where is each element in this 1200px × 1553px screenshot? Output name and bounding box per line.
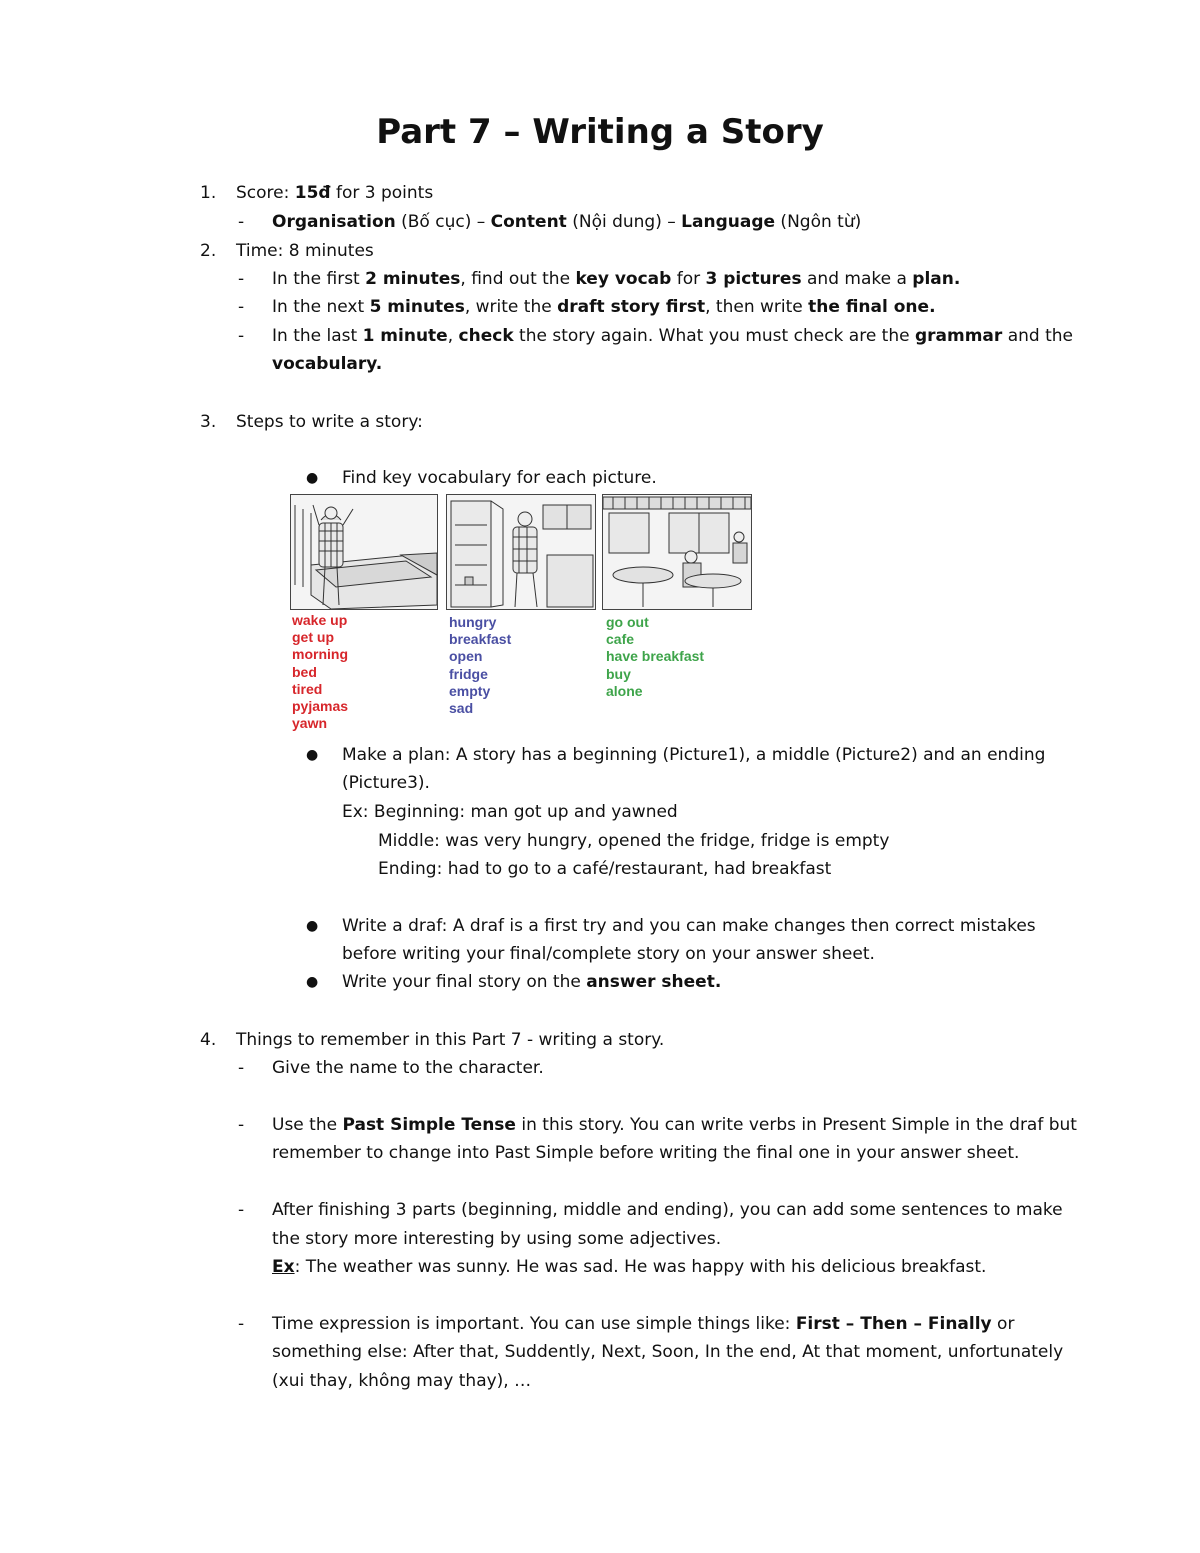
plan-example-beginning: Ex: Beginning: man got up and yawned — [342, 802, 678, 822]
vocab-word: breakfast — [449, 631, 512, 648]
plan-example-ending: Ending: had to go to a café/restaurant, had breakfast — [378, 859, 832, 879]
bullet-icon: ● — [306, 918, 319, 934]
vocab-word: tired — [292, 680, 323, 697]
list-dash: - — [238, 1314, 245, 1334]
picture-man-waking-up — [290, 494, 438, 610]
bullet-icon: ● — [306, 747, 319, 763]
list-dash: - — [238, 1058, 245, 1078]
step-draft: Write a draf: A draf is a first try and you can make changes then correct mistakes — [342, 916, 1036, 936]
vocab-word: have breakfast — [606, 648, 705, 665]
remember-time-expression-cont: something else: After that, Suddently, Next, Soon, In the end, At that moment, unfortunately — [272, 1342, 1064, 1362]
list-dash: - — [238, 269, 245, 289]
vocab-word: pyjamas — [292, 698, 349, 715]
kitchen-illustration — [447, 495, 595, 609]
remember-time-expression-vi: (xui thay, không may thay), … — [272, 1371, 532, 1391]
vocab-word: open — [449, 648, 483, 665]
remember-name-character: Give the name to the character. — [272, 1058, 544, 1078]
remember-past-simple: Use the Past Simple Tense in this story. You can write verbs in Present Simple in the draf but — [272, 1115, 1077, 1135]
vocab-word: cafe — [606, 631, 635, 648]
list-number: 1. — [200, 183, 217, 203]
score-line: Score: 15đ for 3 points — [236, 183, 434, 203]
vocab-word: bed — [292, 663, 317, 680]
remember-adjectives: After finishing 3 parts (beginning, middle and ending), you can add some sentences to make — [272, 1200, 1063, 1220]
vocab-word: morning — [292, 646, 348, 663]
time-step-3-cont: vocabulary. — [272, 354, 383, 374]
remember-past-simple-cont: remember to change into Past Simple before writing the final one in your answer sheet. — [272, 1143, 1020, 1163]
time-step-2: In the next 5 minutes, write the draft story first, then write the final one. — [272, 297, 936, 317]
list-number: 4. — [200, 1030, 217, 1050]
vocab-word: yawn — [292, 715, 328, 732]
cafe-illustration — [603, 495, 751, 609]
bullet-icon: ● — [306, 470, 319, 486]
vocab-word: buy — [606, 665, 631, 682]
vocab-list-picture2 — [449, 614, 511, 717]
list-number: 3. — [200, 412, 217, 432]
picture-empty-fridge — [446, 494, 596, 610]
list-number: 2. — [200, 241, 217, 261]
picture-cafe-breakfast — [602, 494, 752, 610]
vocab-word: fridge — [449, 665, 488, 682]
remember-adjectives-cont: the story more interesting by using some adjectives. — [272, 1229, 722, 1249]
list-dash: - — [238, 1115, 245, 1135]
list-dash: - — [238, 297, 245, 317]
remember-heading: Things to remember in this Part 7 - writing a story. — [236, 1030, 665, 1050]
steps-heading: Steps to write a story: — [236, 412, 423, 432]
vocab-word: wake up — [292, 612, 348, 628]
vocab-word: hungry — [449, 614, 497, 630]
time-line: Time: 8 minutes — [236, 241, 374, 261]
bedroom-illustration — [291, 495, 437, 609]
vocab-word: empty — [449, 682, 491, 699]
criteria-line: Organisation (Bố cục) – Content (Nội dung) – Language (Ngôn từ) — [272, 212, 862, 232]
vocab-word: alone — [606, 682, 643, 699]
step-draft-cont: before writing your final/complete story on your answer sheet. — [342, 944, 875, 964]
step-plan-cont: (Picture3). — [342, 773, 430, 793]
remember-adjectives-example: Ex: The weather was sunny. He was sad. He was happy with his delicious breakfast. — [272, 1257, 987, 1277]
time-step-3: In the last 1 minute, check the story again. What you must check are the grammar and the — [272, 326, 1073, 346]
step-vocab: Find key vocabulary for each picture. — [342, 468, 657, 488]
remember-time-expression: Time expression is important. You can use simple things like: First – Then – Finally or — [272, 1314, 1015, 1334]
list-dash: - — [238, 1200, 245, 1220]
vocab-word: go out — [606, 614, 649, 630]
plan-example-middle: Middle: was very hungry, opened the fridge, fridge is empty — [378, 831, 890, 851]
step-plan: Make a plan: A story has a beginning (Picture1), a middle (Picture2) and an ending — [342, 745, 1046, 765]
vocab-word: sad — [449, 700, 474, 717]
vocab-list-picture1 — [292, 612, 348, 732]
vocab-list-picture3 — [606, 614, 704, 700]
list-dash: - — [238, 326, 245, 346]
page-title: Part 7 – Writing a Story — [376, 112, 824, 152]
list-dash: - — [238, 212, 245, 232]
step-final: Write your final story on the answer sheet. — [342, 972, 722, 992]
vocab-word: get up — [292, 629, 334, 646]
bullet-icon: ● — [306, 974, 319, 990]
time-step-1: In the first 2 minutes, find out the key vocab for 3 pictures and make a plan. — [272, 269, 961, 289]
